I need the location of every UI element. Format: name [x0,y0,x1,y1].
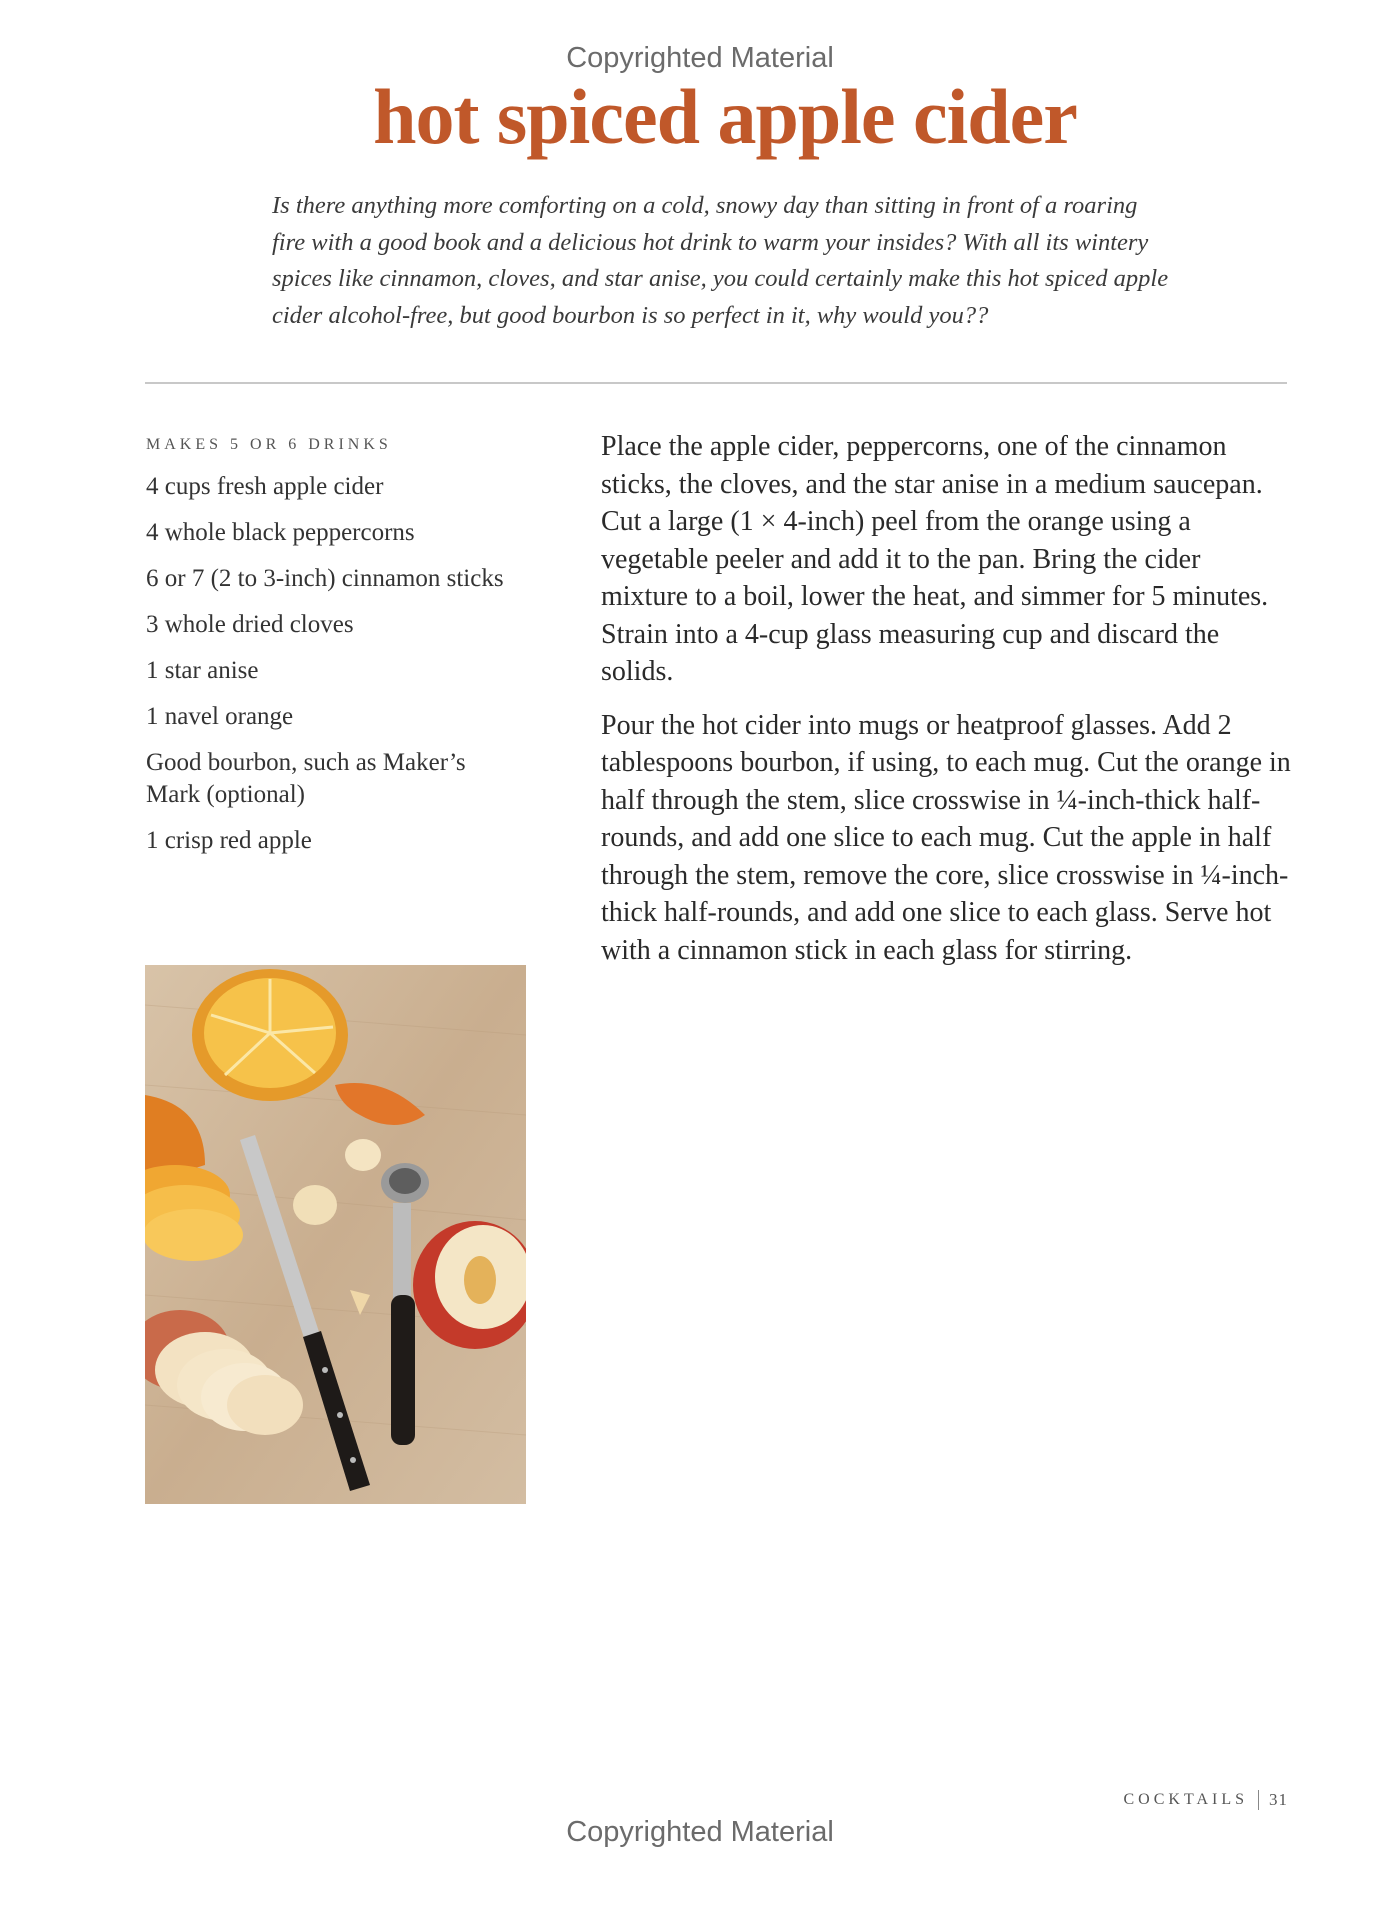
page-footer [1124,1790,1289,1810]
ingredient-item: 1 star anise [146,657,259,684]
ingredient-item: 1 crisp red apple [146,827,312,854]
ingredient-item: 4 cups fresh apple cider [146,473,384,500]
ingredient-item: Good bourbon, such as Maker’s Mark (optional) [146,749,466,808]
recipe-title: hot spiced apple cider [373,73,1077,160]
directions [601,428,1291,985]
watermark-bottom: Copyrighted Material [566,1816,834,1848]
direction-step: Pour the hot cider into mugs or heatproof glasses. Add 2 tablespoons bourbon, if using, to each mug. Cut the orange in half through the stem, slice crosswise in ¼-inch-thick half-rounds, and add one slice to each mug. Cut the apple in half through the stem, remove the core, slice crosswise in ¼-inch-thick half-rounds, and add one slice to each glass. Serve hot with a cinnamon stick in each glass for stirring. [601,709,1291,966]
ingredient-item: 1 navel orange [146,703,294,730]
ingredient-item: 3 whole dried cloves [146,611,354,638]
direction-step: Place the apple cider, peppercorns, one of the cinnamon sticks, the cloves, and the star anise in a medium saucepan. Cut a large (1 × 4-inch) peel from the orange using a vegetable peeler and add it to the pan. Bring the cider mixture to a boil, lower the heat, and simmer for 5 minutes. Strain into a 4-cup glass measuring cup and discard the solids. [601,431,1269,687]
yield-label: MAKES 5 OR 6 DRINKS [146,436,392,453]
recipe-photo [145,965,526,1504]
footer-separator [1258,1790,1259,1810]
page-number: 31 [1269,1790,1288,1809]
section-divider [145,382,1287,384]
watermark-top: Copyrighted Material [566,42,834,74]
ingredient-list [146,471,526,871]
cutting-board-illustration [145,965,526,1504]
recipe-intro: Is there anything more comforting on a cold, snowy day than sitting in front of a roaring fire with a good book and a delicious hot drink to warm your insides? With all its wintery spices like cinnamon, cloves, and star anise, you could certainly make this hot spiced apple cider alcohol-free, but good bourbon is so perfect in it, why would you?? [272,192,1169,329]
ingredient-item: 6 or 7 (2 to 3-inch) cinnamon sticks [146,565,504,592]
section-name: COCKTAILS [1123,1791,1248,1808]
ingredient-item: 4 whole black peppercorns [146,519,415,546]
